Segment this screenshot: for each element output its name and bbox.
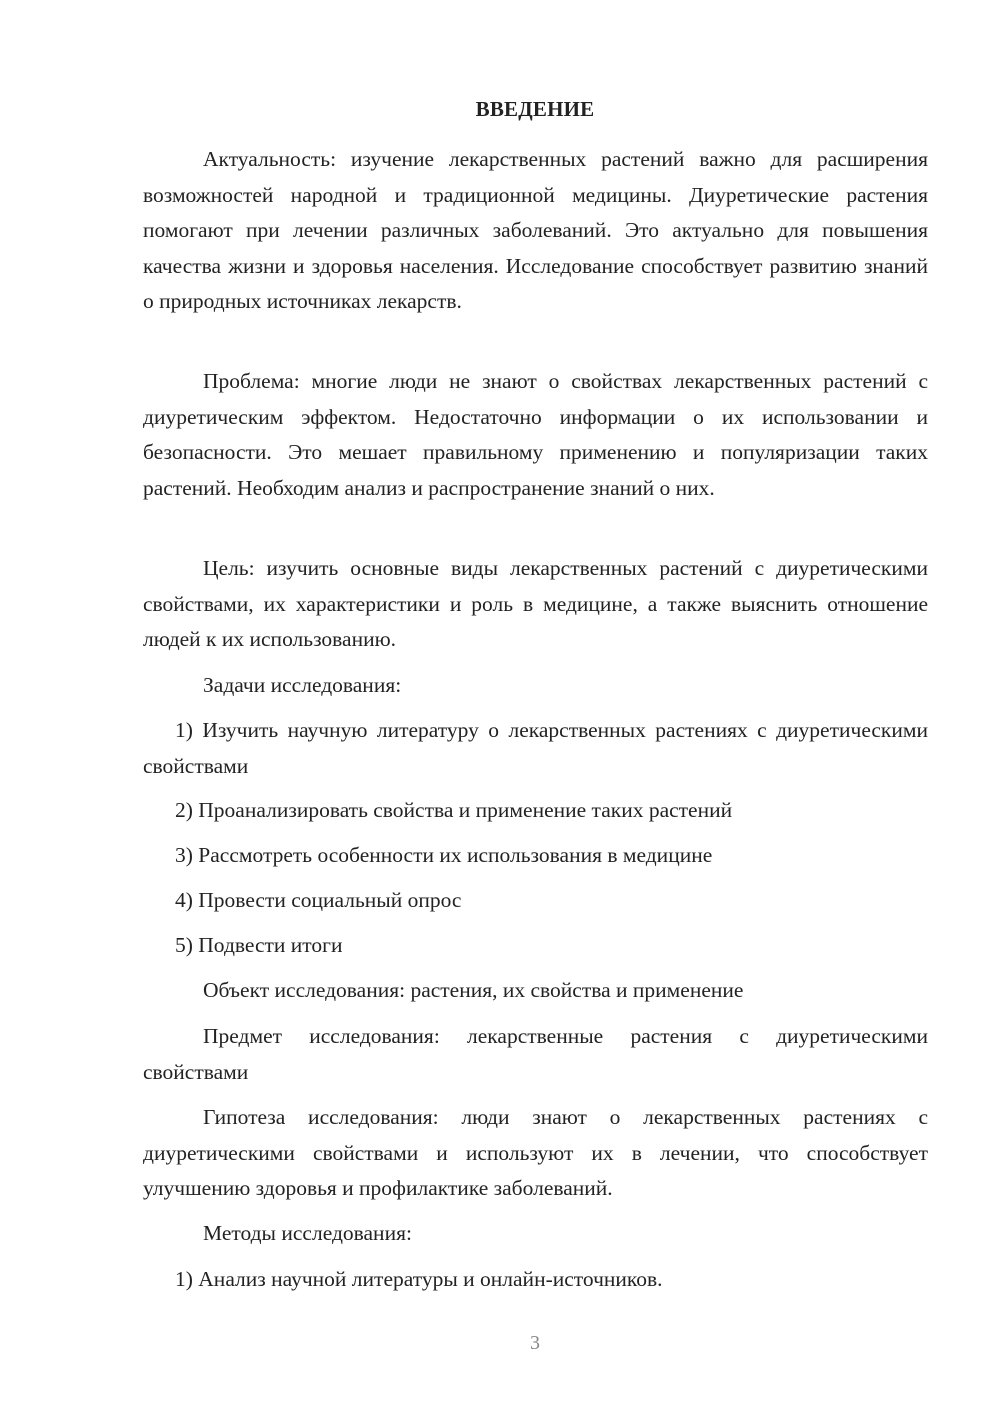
method-item-1: 1) Анализ научной литературы и онлайн-источников. bbox=[175, 1267, 663, 1291]
hypothesis-paragraph: Гипотеза исследования: люди знают о лекарственных растениях с диуретическими свойствами и используют их в лечении, что способствует улучшению здоровья и профилактике заболеваний. bbox=[143, 1105, 928, 1200]
task-item-2: 2) Проанализировать свойства и применение таких растений bbox=[175, 798, 733, 822]
goal-paragraph: Цель: изучить основные виды лекарственных растений с диуретическими свойствами, их характеристики и роль в медицине, а также выяснить отношение людей к их использованию. bbox=[143, 556, 928, 651]
section-heading: ВВЕДЕНИЕ bbox=[475, 97, 595, 121]
page-number: 3 bbox=[530, 1332, 540, 1354]
problem-paragraph: Проблема: многие люди не знают о свойствах лекарственных растений с диуретическим эффектом. Недостаточно информации о их использовании и безопасности. Это мешает правильному применению и популяризации таких растений. Необходим анализ и распространение знаний о них. bbox=[143, 369, 928, 500]
task-item-5: 5) Подвести итоги bbox=[175, 933, 343, 957]
subject-paragraph: Предмет исследования: лекарственные растения с диуретическими свойствами bbox=[143, 1024, 928, 1084]
relevance-paragraph: Актуальность: изучение лекарственных растений важно для расширения возможностей народной и традиционной медицины. Диуретические растения помогают при лечении различных заболеваний. Это актуально для повышения качества жизни и здоровья населения. Исследование способствует развитию знаний о природных источниках лекарств. bbox=[143, 147, 928, 313]
task-item-1: 1) Изучить научную литературу о лекарственных растениях с диуретическими свойствами bbox=[143, 718, 928, 778]
task-item-3: 3) Рассмотреть особенности их использования в медицине bbox=[175, 843, 713, 867]
tasks-title: Задачи исследования: bbox=[203, 673, 402, 697]
object-paragraph: Объект исследования: растения, их свойства и применение bbox=[203, 978, 744, 1002]
task-item-4: 4) Провести социальный опрос bbox=[175, 888, 462, 912]
methods-title: Методы исследования: bbox=[203, 1221, 412, 1245]
